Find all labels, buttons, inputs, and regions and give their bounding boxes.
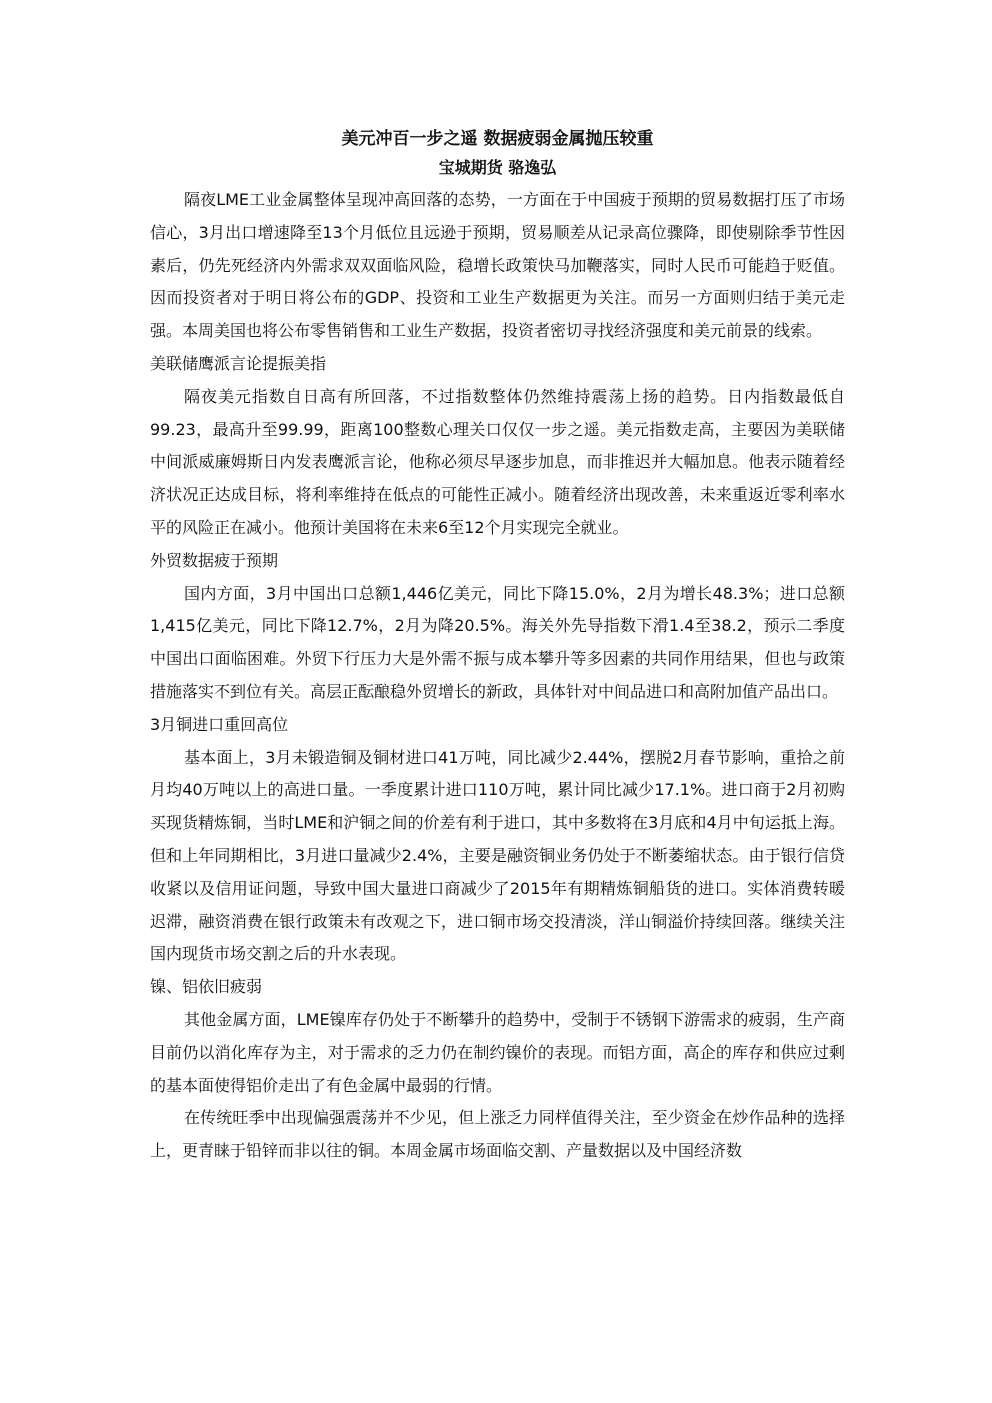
fed-paragraph: 隔夜美元指数自日高有所回落，不过指数整体仍然维持震荡上扬的趋势。日内指数最低自99.23，最高升至99.99，距离100整数心理关口仅仅一步之遥。美元指数走高，主要因为美联储中间派威廉姆斯日内发表鹰派言论，他称必须尽早逐步加息，而非推迟并大幅加息。他表示随着经济状况正达成目标，将利率维持在低点的可能性正减小。随着经济出现改善，未来重返近零利率水平的风险正在减小。他预计美国将在未来6至12个月实现完全就业。 [150, 386, 845, 537]
section-heading-fed: 美联储鹰派言论提振美指 [150, 353, 327, 373]
trade-paragraph: 国内方面，3月中国出口总额1,446亿美元，同比下降15.0%，2月为增长48.3%；进口总额1,415亿美元，同比下降12.7%，2月为降20.5%。海关外先导指数下滑1.4至38.2，预示二季度中国出口面临困难。外贸下行压力大是外需不振与成本攀升等多因素的共同作用结果，但也与政策措施落实不到位有关。高层正酝酿稳外贸增长的新政，具体针对中间品进口和高附加值产品出口。 [150, 583, 845, 701]
copper-paragraph: 基本面上，3月未锻造铜及铜材进口41万吨，同比减少2.44%，摆脱2月春节影响，重拾之前月均40万吨以上的高进口量。一季度累计进口110万吨，累计同比减少17.1%。进口商于2月初购买现货精炼铜，当时LME和沪铜之间的价差有利于进口，其中多数将在3月底和4月中旬运抵上海。但和上年同期相比，3月进口量减少2.4%，主要是融资铜业务仍处于不断萎缩状态。由于银行信贷收紧以及信用证问题，导致中国大量进口商减少了2015年有期精炼铜船货的进口。实体消费转暖迟滞，融资消费在银行政策未有改观之下，进口铜市场交投清淡，洋山铜溢价持续回落。继续关注国内现货市场交割之后的升水表现。 [150, 747, 845, 964]
nickel-paragraph: 其他金属方面，LME镍库存仍处于不断攀升的趋势中，受制于不锈钢下游需求的疲弱，生产商目前仍以消化库存为主，对于需求的乏力仍在制约镍价的表现。而铝方面，高企的库存和供应过剩的基本面使得铝价走出了有色金属中最弱的行情。 [150, 1009, 845, 1095]
document-page [150, 124, 845, 1168]
document-byline: 宝城期货 骆逸弘 [438, 158, 557, 177]
intro-paragraph: 隔夜LME工业金属整体呈现冲高回落的态势，一方面在于中国疲于预期的贸易数据打压了市场信心，3月出口增速降至13个月低位且远逊于预期，贸易顺差从记录高位骤降，即使剔除季节性因素后，仍先死经济内外需求双双面临风险，稳增长政策快马加鞭落实，同时人民币可能趋于贬值。因而投资者对于明日将公布的GDP、投资和工业生产数据更为关注。而另一方面则归结于美元走强。本周美国也将公布零售销售和工业生产数据，投资者密切寻找经济强度和美元前景的线索。 [150, 190, 845, 341]
section-heading-nickel: 镍、铝依旧疲弱 [150, 977, 263, 997]
document-title: 美元冲百一步之遥 数据疲弱金属抛压较重 [341, 129, 654, 149]
outlook-paragraph: 在传统旺季中出现偏强震荡并不少见，但上涨乏力同样值得关注，至少资金在炒作品种的选择上，更青睐于铅锌而非以往的铜。本周金属市场面临交割、产量数据以及中国经济数 [150, 1108, 845, 1161]
section-heading-copper: 3月铜进口重回高位 [150, 714, 289, 734]
section-heading-trade: 外贸数据疲于预期 [150, 550, 279, 570]
